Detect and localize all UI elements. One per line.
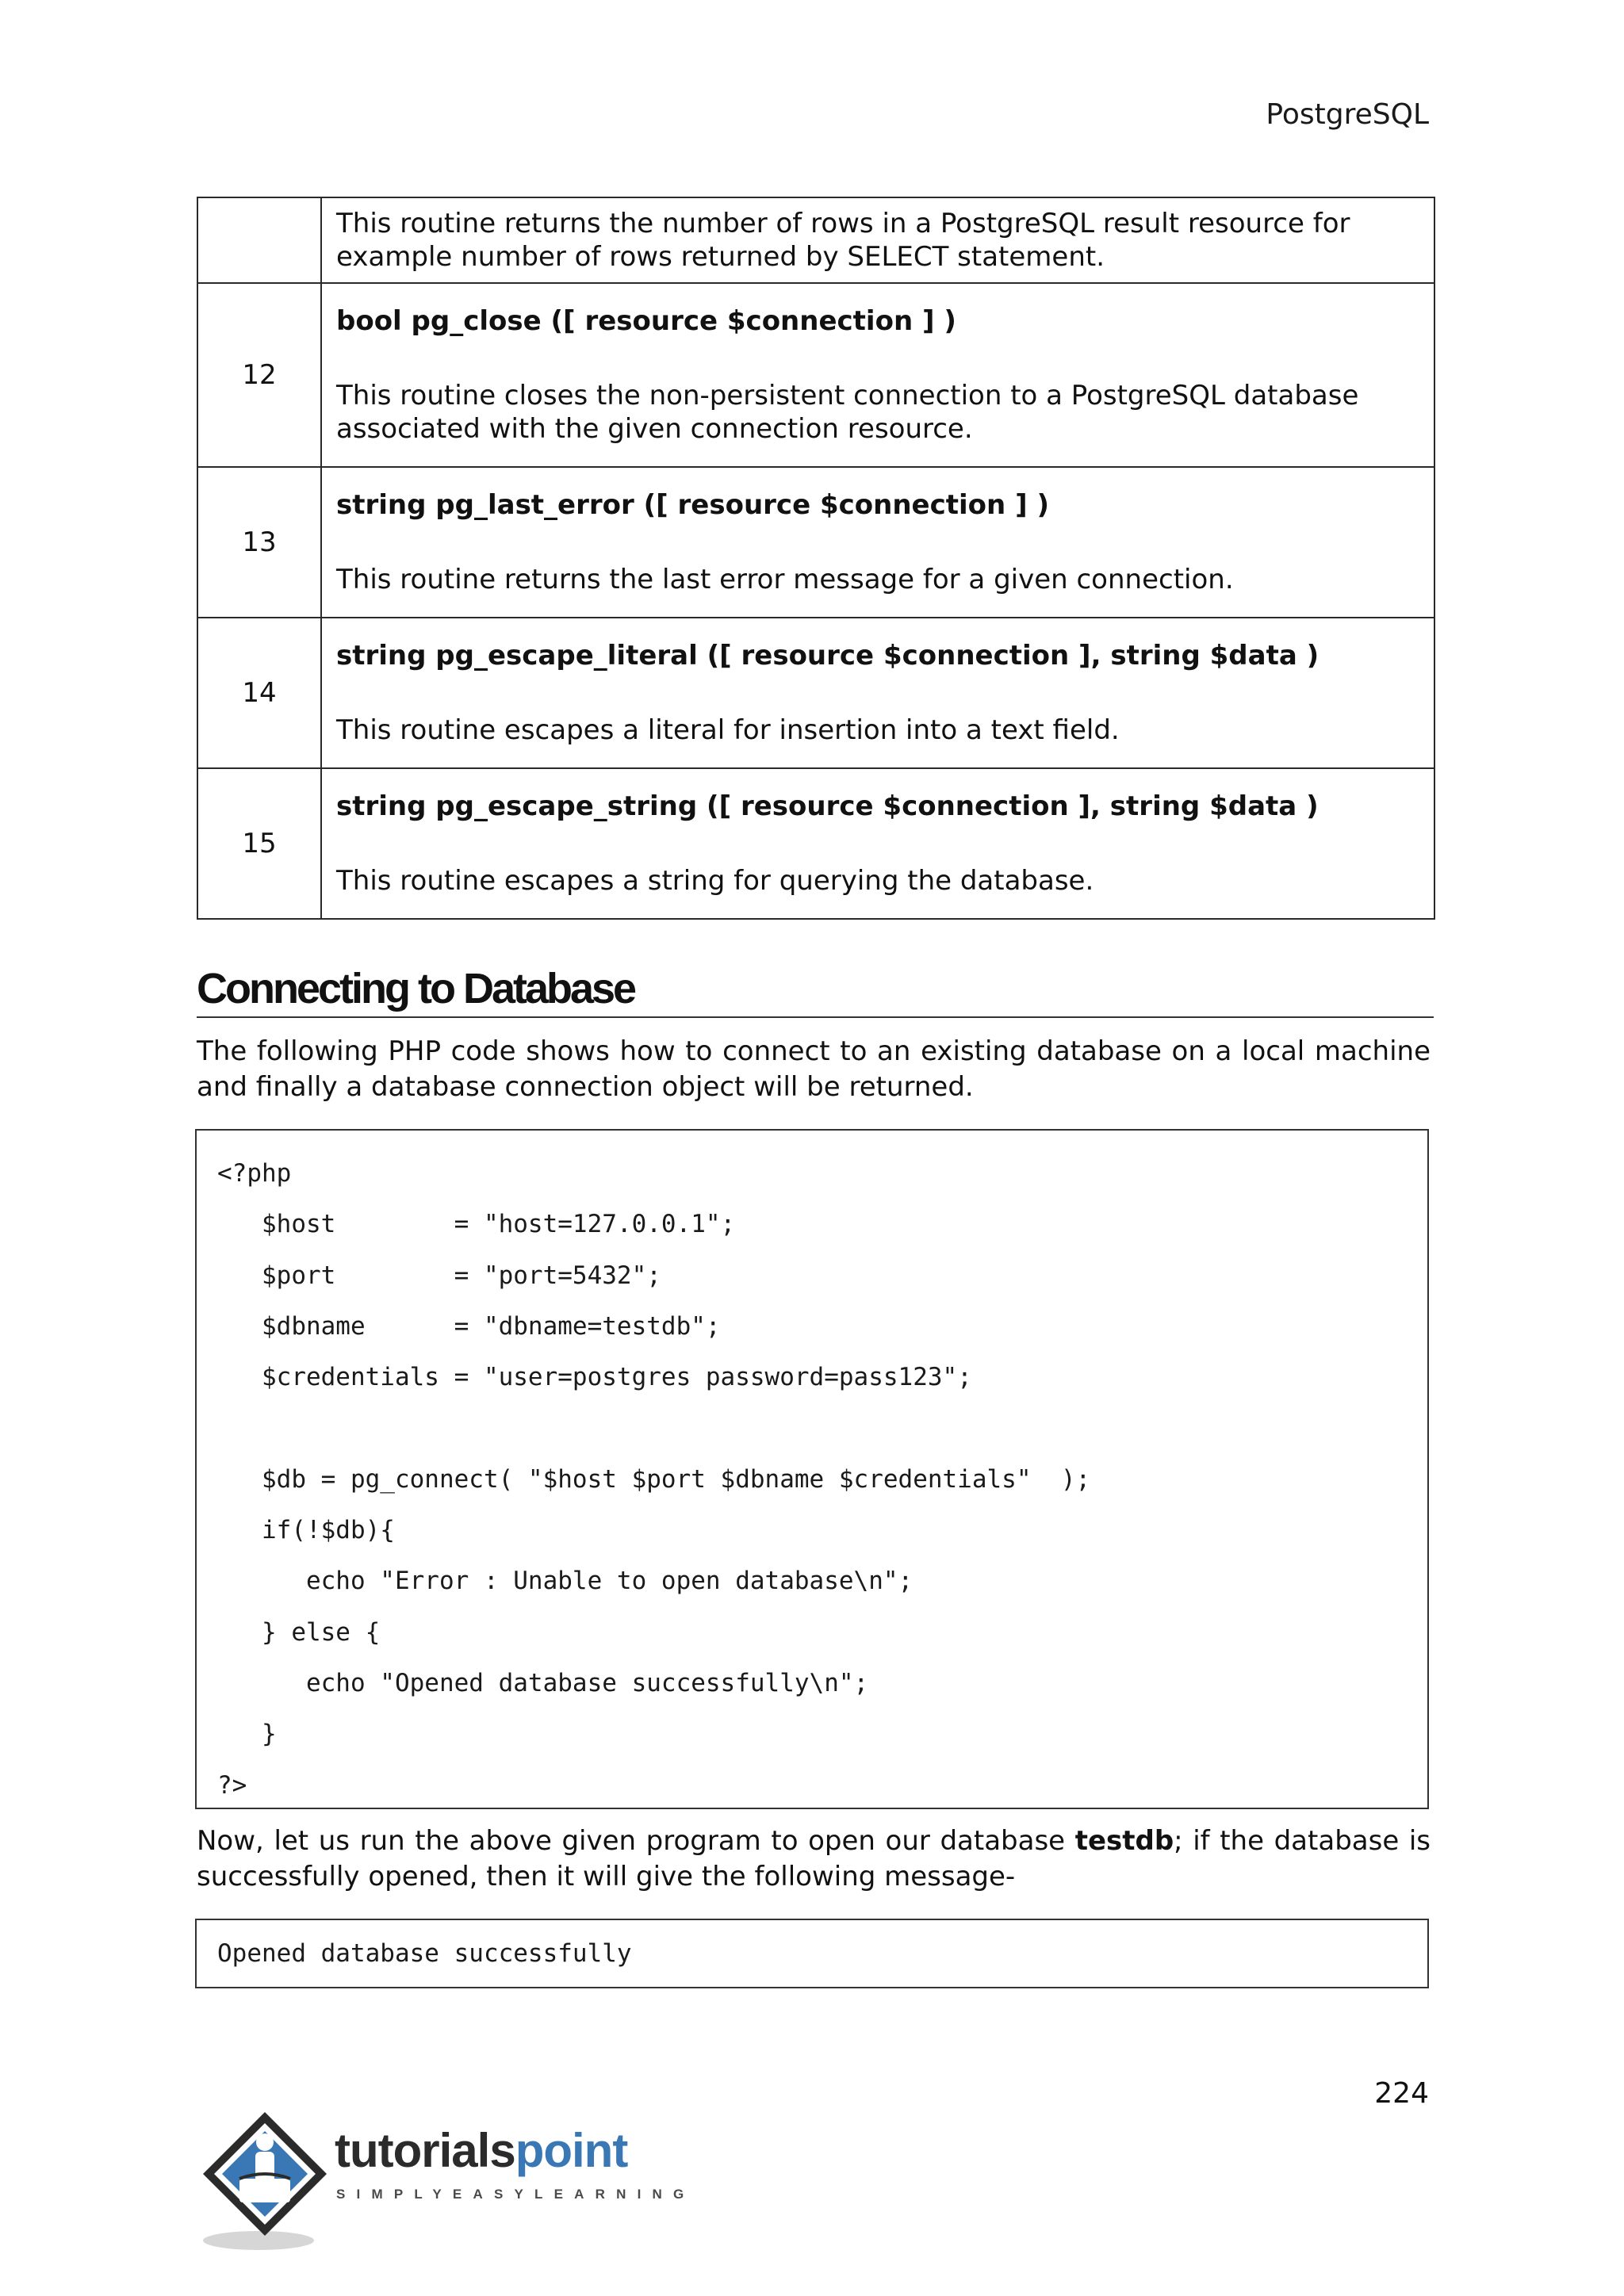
table-row [197,618,1434,768]
code-line: $port = "port=5432"; [217,1261,661,1290]
function-signature: string pg_escape_literal ([ resource $connection ], string $data ) [336,640,1320,672]
code-line: } [217,1720,277,1749]
row-description: This routine escapes a literal for insertion into a text field. [336,714,1120,746]
function-signature: bool pg_close ([ resource $connection ] ) [336,305,956,337]
logo-tagline: SIMPLYEASYLEARNING [336,2187,695,2202]
code-line: if(!$db){ [217,1516,395,1545]
function-signature: string pg_escape_string ([ resource $connection ], string $data ) [336,790,1319,822]
row-number: 14 [197,618,321,768]
row-description: This routine escapes a string for querying the database. [336,865,1094,897]
page-number: 224 [1374,2077,1429,2110]
database-name: testdb [1074,1825,1174,1857]
code-line: $host = "host=127.0.0.1"; [217,1210,736,1239]
row-cell [321,467,1434,618]
row-number: 15 [197,768,321,919]
row-description: This routine closes the non-persistent connection to a PostgreSQL database associated with the given connection resource. [336,380,1359,445]
section-heading: Connecting to Database [197,962,1434,1018]
intro-paragraph: The following PHP code shows how to connect to an existing database on a local machine and finally a database connection object will be returned. [197,1035,1431,1103]
logo-word-tutorials: tutorials [335,2124,515,2177]
function-table [197,197,1435,920]
code-line: ?> [217,1770,247,1800]
row-description: This routine returns the last error message for a given connection. [336,564,1234,595]
code-line: <?php [217,1159,292,1188]
table-row [197,283,1434,467]
result-text-end: ; if the database is successfully opened, then it will give the following message- [197,1825,1431,1892]
row-cell [321,768,1434,919]
result-text-start: Now, let us run the above given program to open our database [197,1825,1075,1857]
row-number: 12 [197,283,321,467]
logo-word-point: point [515,2124,628,2177]
result-paragraph [197,1823,1431,1895]
code-block [195,1129,1429,1809]
output-block: Opened database successfully [195,1919,1429,1988]
logo-wordmark [335,2123,627,2179]
code-line: echo "Error : Unable to open database\n"; [217,1567,914,1596]
logo-emblem-icon [192,2106,335,2253]
function-signature: string pg_last_error ([ resource $connection ] ) [336,489,1049,521]
row-number [197,197,321,283]
table-row [197,197,1434,283]
tutorialspoint-logo [192,2106,695,2253]
table-row [197,467,1434,618]
row-number: 13 [197,467,321,618]
row-description: This routine returns the number of rows in a PostgreSQL result resource for example number of rows returned by SELECT statement. [321,197,1434,283]
code-line: $credentials = "user=postgres password=pass123"; [217,1363,972,1392]
table-row [197,768,1434,919]
code-line: } else { [217,1617,381,1647]
row-cell [321,618,1434,768]
code-line: $dbname = "dbname=testdb"; [217,1311,721,1341]
code-line [217,1402,1427,1453]
running-header: PostgreSQL [1266,98,1429,131]
row-cell [321,283,1434,467]
code-line: $db = pg_connect( "$host $port $dbname $credentials" ); [217,1464,1091,1494]
code-line: echo "Opened database successfully\n"; [217,1668,869,1697]
